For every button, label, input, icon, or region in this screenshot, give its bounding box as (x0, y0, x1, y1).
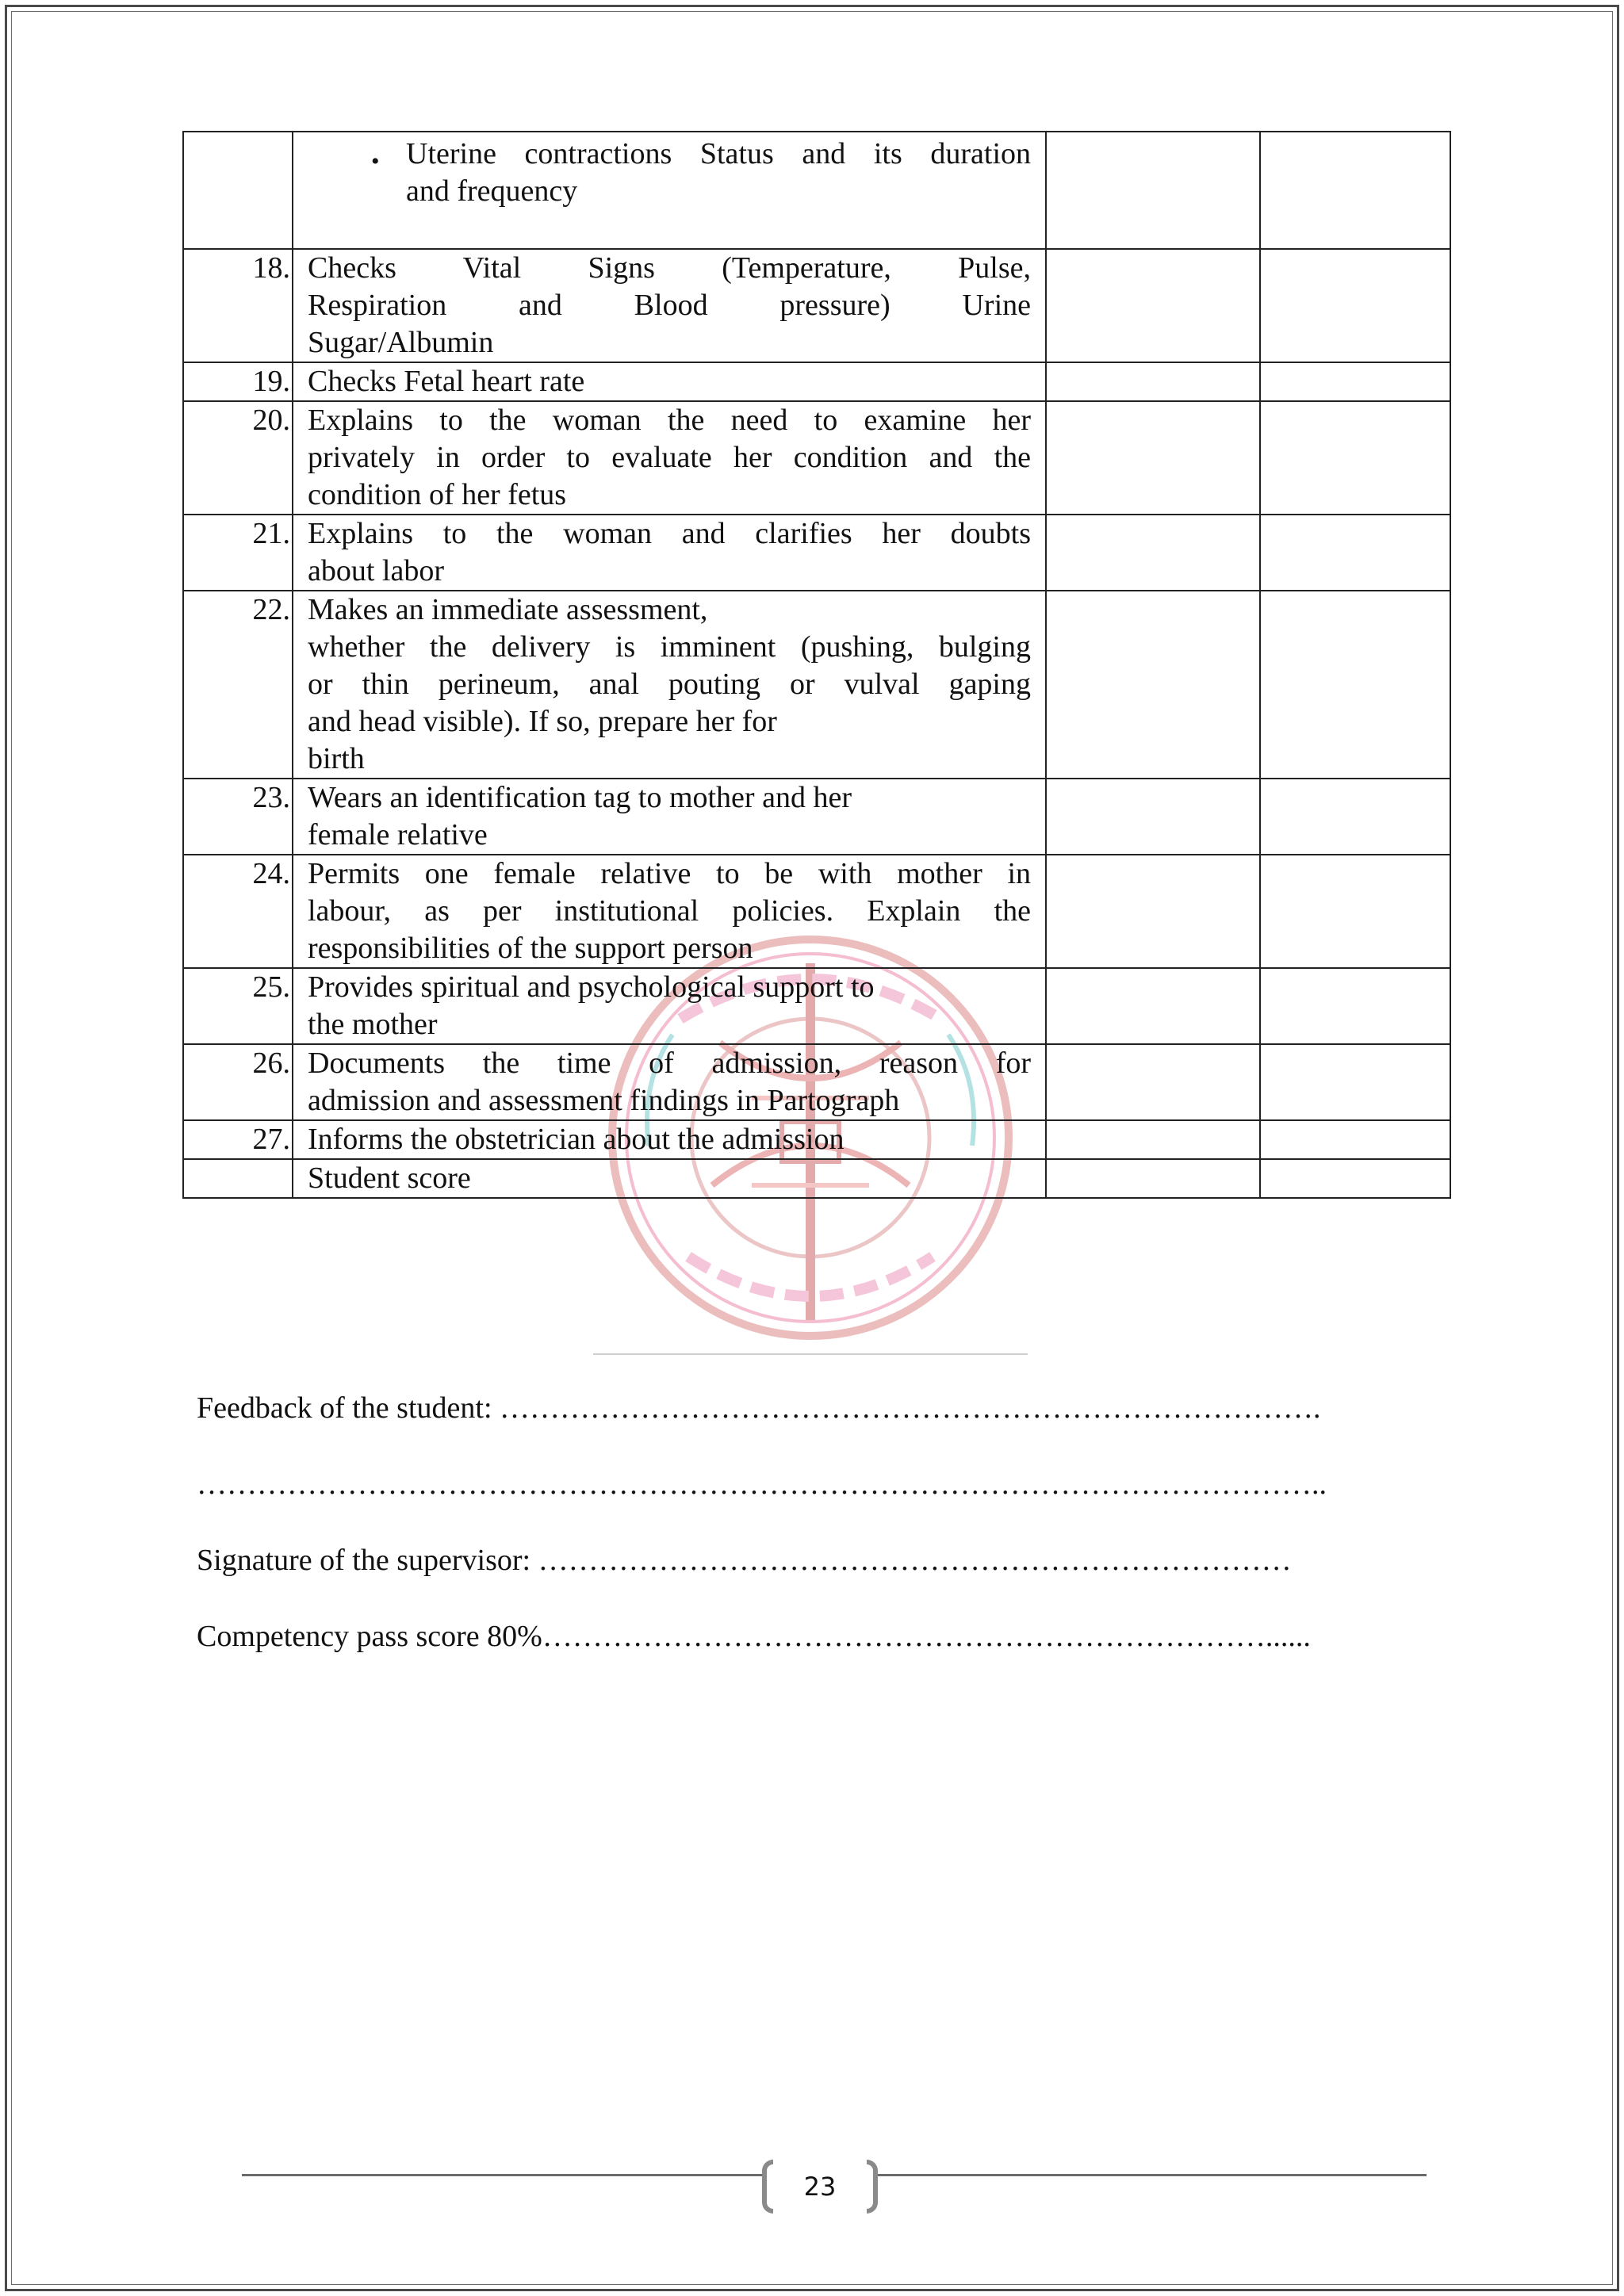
remarks-cell[interactable] (1260, 249, 1450, 362)
score-cell[interactable] (1046, 855, 1260, 968)
step-text-cell: Makes an immediate assessment, whether the delivery is imminent (pushing, bulging or thin perineum, anal pouting or vulval gaping and head visible). If so, prepare her for birth (293, 591, 1046, 779)
pass-score-line: Competency pass score 80%………………………………………………………………...... (197, 1620, 1311, 1653)
step-number-cell: 20. (183, 401, 293, 515)
step-number-cell: 24. (183, 855, 293, 968)
student-score-row (183, 1159, 1450, 1198)
step-number-cell: 26. (183, 1044, 293, 1120)
remarks-cell[interactable] (1260, 1044, 1450, 1120)
score-cell[interactable] (1046, 515, 1260, 591)
table-row (183, 779, 1450, 855)
step-text-cell: Explains to the woman the need to examine her privately in order to evaluate her condition and the condition of her fetus (293, 401, 1046, 515)
step-number-cell (183, 132, 293, 249)
signature-section (197, 1386, 1434, 1690)
page-number: 23 (803, 2172, 837, 2202)
table-row (183, 1120, 1450, 1159)
score-cell[interactable] (1046, 1044, 1260, 1120)
step-text-cell: Wears an identification tag to mother and her female relative (293, 779, 1046, 855)
remarks-cell[interactable] (1260, 1120, 1450, 1159)
step-number-cell: 25. (183, 968, 293, 1044)
score-cell[interactable] (1046, 132, 1260, 249)
table-row (183, 968, 1450, 1044)
footer-rule-right (878, 2174, 1427, 2176)
student-score-label: Student score (293, 1159, 1046, 1198)
step-text-cell: Documents the time of admission, reason for admission and assessment findings in Partograph (293, 1044, 1046, 1120)
step-number-cell: 23. (183, 779, 293, 855)
remarks-cell[interactable] (1260, 591, 1450, 779)
step-text-cell: Provides spiritual and psychological support to the mother (293, 968, 1046, 1044)
step-number-cell: 22. (183, 591, 293, 779)
step-number-cell: 18. (183, 249, 293, 362)
remarks-cell[interactable] (1260, 132, 1450, 249)
table-row (183, 855, 1450, 968)
remarks-cell[interactable] (1260, 401, 1450, 515)
step-text-cell: Informs the obstetrician about the admission (293, 1120, 1046, 1159)
procedure-checklist-table (182, 131, 1451, 1199)
remarks-cell[interactable] (1260, 779, 1450, 855)
feedback-line[interactable]: Feedback of the student: ………………………………………………………………………. (197, 1391, 1321, 1425)
score-cell[interactable] (1046, 249, 1260, 362)
bullet-icon: • (371, 148, 380, 174)
step-text-cell: Checks Fetal heart rate (293, 362, 1046, 401)
table-row (183, 515, 1450, 591)
table-row (183, 591, 1450, 779)
table-row (183, 401, 1450, 515)
step-text-cell: • Uterine contractions Status and its duration and frequency (293, 132, 1046, 249)
table-row (183, 362, 1450, 401)
step-number-cell: 19. (183, 362, 293, 401)
score-cell[interactable] (1046, 1120, 1260, 1159)
footer-rule-left (242, 2174, 762, 2176)
score-cell[interactable] (1046, 779, 1260, 855)
student-score-remarks-cell[interactable] (1260, 1159, 1450, 1198)
remarks-cell[interactable] (1260, 515, 1450, 591)
table-row (183, 249, 1450, 362)
remarks-cell[interactable] (1260, 855, 1450, 968)
remarks-cell[interactable] (1260, 362, 1450, 401)
step-text-cell: Permits one female relative to be with mother in labour, as per institutional policies. Explain the responsibilities of the support person (293, 855, 1046, 968)
table-row (183, 132, 1450, 249)
step-text-cell: Explains to the woman and clarifies her doubts about labor (293, 515, 1046, 591)
step-number-cell: 27. (183, 1120, 293, 1159)
score-cell[interactable] (1046, 401, 1260, 515)
step-number-cell: 21. (183, 515, 293, 591)
remarks-cell[interactable] (1260, 968, 1450, 1044)
table-row (183, 1044, 1450, 1120)
supervisor-signature-line[interactable]: Signature of the supervisor: ………………………………………………………………… (197, 1544, 1292, 1577)
score-cell[interactable] (1046, 591, 1260, 779)
score-cell[interactable] (1046, 362, 1260, 401)
student-score-cell[interactable] (1046, 1159, 1260, 1198)
feedback-continuation-line[interactable]: ………………………………………………………………………………………………….. (197, 1468, 1327, 1501)
score-cell[interactable] (1046, 968, 1260, 1044)
step-text-cell: Checks Vital Signs (Temperature, Pulse, Respiration and Blood pressure) Urine Sugar/Albumin (293, 249, 1046, 362)
